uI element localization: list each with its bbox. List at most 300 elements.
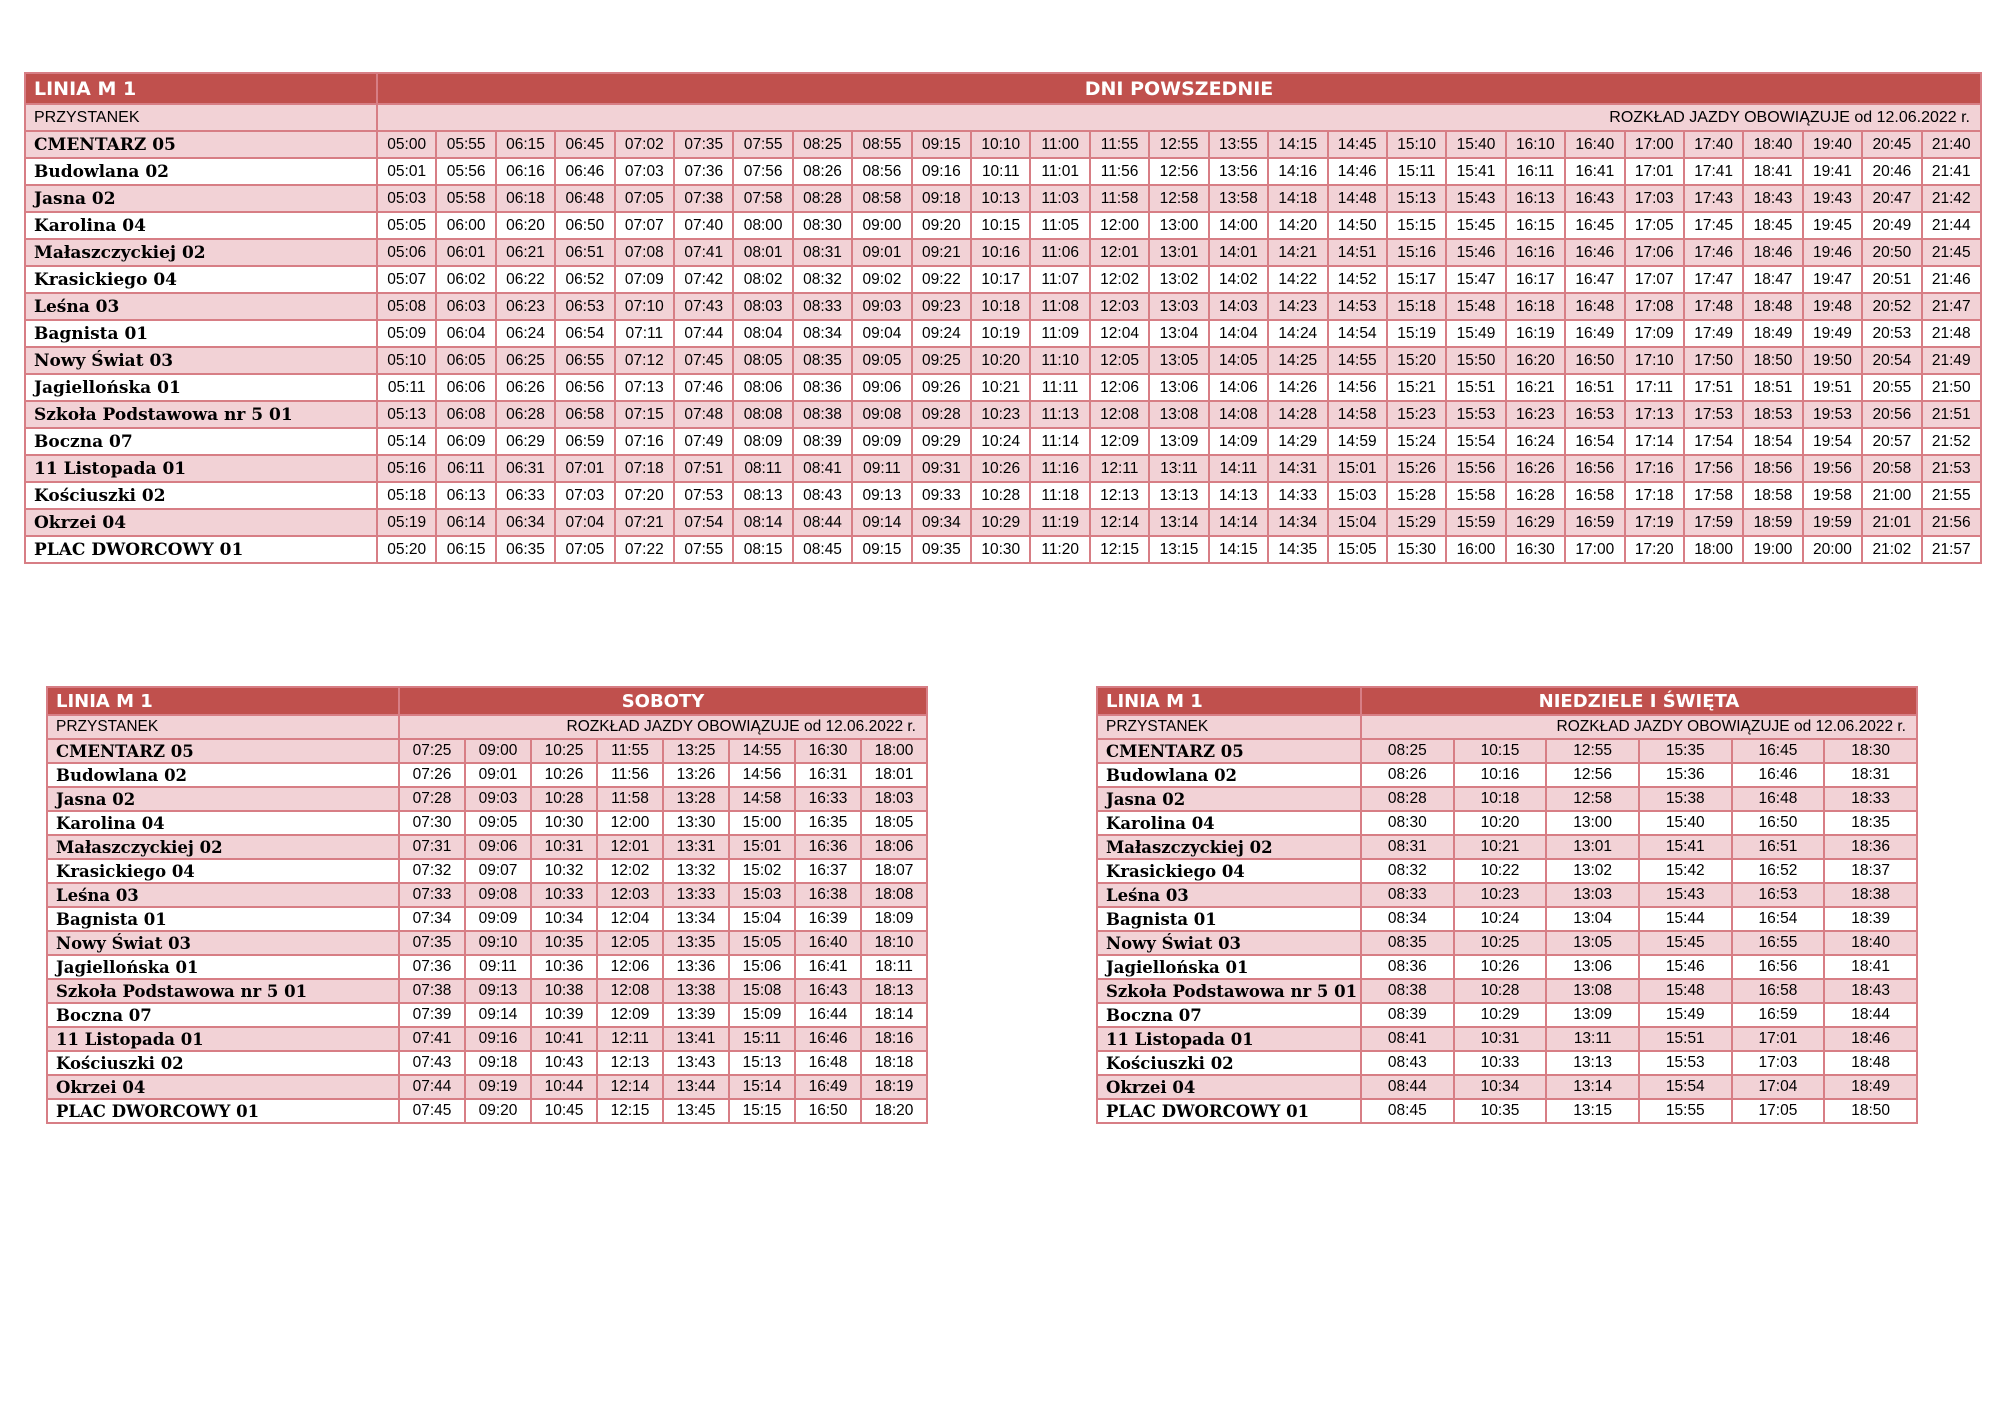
departure-time: 06:00 — [436, 212, 495, 239]
stop-name: Krasickiego 04 — [47, 859, 399, 883]
departure-time: 10:30 — [971, 536, 1030, 563]
departure-time: 09:05 — [852, 347, 911, 374]
departure-time: 10:26 — [971, 455, 1030, 482]
departure-time: 08:58 — [852, 185, 911, 212]
departure-time: 19:45 — [1803, 212, 1862, 239]
departure-time: 15:50 — [1446, 347, 1505, 374]
stop-name: Boczna 07 — [1097, 1003, 1361, 1027]
departure-time: 08:44 — [1361, 1075, 1454, 1099]
departure-time: 06:34 — [496, 509, 555, 536]
departure-time: 13:15 — [1149, 536, 1208, 563]
departure-time: 15:43 — [1446, 185, 1505, 212]
departure-time: 18:06 — [861, 835, 927, 859]
departure-time: 08:39 — [1361, 1003, 1454, 1027]
departure-time: 12:13 — [597, 1051, 663, 1075]
departure-time: 21:52 — [1922, 428, 1981, 455]
stop-name: Nowy Świat 03 — [1097, 931, 1361, 955]
departure-time: 14:51 — [1328, 239, 1387, 266]
departure-time: 15:49 — [1639, 1003, 1732, 1027]
timetable-row — [47, 859, 927, 883]
departure-time: 11:03 — [1030, 185, 1089, 212]
timetable-row — [47, 1099, 927, 1123]
departure-time: 16:36 — [795, 835, 861, 859]
departure-time: 07:45 — [674, 347, 733, 374]
departure-time: 10:25 — [1454, 931, 1547, 955]
timetable-row — [25, 239, 1981, 266]
departure-time: 10:33 — [1454, 1051, 1547, 1075]
day-type-title: DNI POWSZEDNIE — [377, 73, 1981, 104]
departure-time: 17:54 — [1684, 428, 1743, 455]
departure-time: 17:07 — [1625, 266, 1684, 293]
departure-time: 15:01 — [729, 835, 795, 859]
departure-time: 13:44 — [663, 1075, 729, 1099]
stop-name: Budowlana 02 — [1097, 763, 1361, 787]
departure-time: 15:00 — [729, 811, 795, 835]
departure-time: 06:18 — [496, 185, 555, 212]
departure-time: 15:46 — [1446, 239, 1505, 266]
departure-time: 06:58 — [555, 401, 614, 428]
departure-time: 09:06 — [465, 835, 531, 859]
departure-time: 15:48 — [1446, 293, 1505, 320]
departure-time: 13:08 — [1149, 401, 1208, 428]
departure-time: 08:08 — [733, 401, 792, 428]
departure-time: 12:55 — [1546, 739, 1639, 763]
departure-time: 13:56 — [1209, 158, 1268, 185]
timetable-row — [47, 763, 927, 787]
departure-time: 10:16 — [1454, 763, 1547, 787]
departure-time: 07:31 — [399, 835, 465, 859]
departure-time: 16:10 — [1506, 131, 1565, 158]
departure-time: 07:38 — [674, 185, 733, 212]
departure-time: 05:03 — [377, 185, 436, 212]
departure-time: 16:44 — [795, 1003, 861, 1027]
departure-time: 16:56 — [1565, 455, 1624, 482]
departure-time: 17:11 — [1625, 374, 1684, 401]
departure-time: 14:50 — [1328, 212, 1387, 239]
departure-time: 16:54 — [1732, 907, 1825, 931]
departure-time: 09:19 — [465, 1075, 531, 1099]
departure-time: 15:51 — [1639, 1027, 1732, 1051]
departure-time: 12:11 — [1090, 455, 1149, 482]
departure-time: 15:24 — [1387, 428, 1446, 455]
departure-time: 06:59 — [555, 428, 614, 455]
departure-time: 18:01 — [861, 763, 927, 787]
departure-time: 08:38 — [793, 401, 852, 428]
departure-time: 06:46 — [555, 158, 614, 185]
departure-time: 11:06 — [1030, 239, 1089, 266]
departure-time: 08:34 — [793, 320, 852, 347]
departure-time: 13:03 — [1546, 883, 1639, 907]
departure-time: 07:21 — [615, 509, 674, 536]
departure-time: 15:56 — [1446, 455, 1505, 482]
departure-time: 17:01 — [1625, 158, 1684, 185]
departure-time: 14:18 — [1268, 185, 1327, 212]
departure-time: 06:26 — [496, 374, 555, 401]
departure-time: 16:24 — [1506, 428, 1565, 455]
departure-time: 15:01 — [1328, 455, 1387, 482]
departure-time: 16:41 — [1565, 158, 1624, 185]
departure-time: 12:04 — [597, 907, 663, 931]
departure-time: 11:09 — [1030, 320, 1089, 347]
departure-time: 16:33 — [795, 787, 861, 811]
departure-time: 18:50 — [1824, 1099, 1917, 1123]
departure-time: 16:16 — [1506, 239, 1565, 266]
departure-time: 08:14 — [733, 509, 792, 536]
departure-time: 16:40 — [1565, 131, 1624, 158]
departure-time: 13:45 — [663, 1099, 729, 1123]
departure-time: 08:41 — [793, 455, 852, 482]
departure-time: 07:01 — [555, 455, 614, 482]
departure-time: 18:10 — [861, 931, 927, 955]
departure-time: 16:51 — [1732, 835, 1825, 859]
departure-time: 08:01 — [733, 239, 792, 266]
departure-time: 06:25 — [496, 347, 555, 374]
departure-time: 15:54 — [1639, 1075, 1732, 1099]
stop-name: Szkoła Podstawowa nr 5 01 — [1097, 979, 1361, 1003]
departure-time: 12:03 — [1090, 293, 1149, 320]
departure-time: 05:06 — [377, 239, 436, 266]
departure-time: 20:47 — [1862, 185, 1921, 212]
departure-time: 13:03 — [1149, 293, 1208, 320]
departure-time: 15:49 — [1446, 320, 1505, 347]
departure-time: 09:21 — [912, 239, 971, 266]
stop-name: Krasickiego 04 — [1097, 859, 1361, 883]
departure-time: 08:00 — [733, 212, 792, 239]
departure-time: 06:55 — [555, 347, 614, 374]
departure-time: 17:01 — [1732, 1027, 1825, 1051]
departure-time: 16:31 — [795, 763, 861, 787]
departure-time: 10:18 — [971, 293, 1030, 320]
stop-name: CMENTARZ 05 — [25, 131, 377, 158]
departure-time: 11:08 — [1030, 293, 1089, 320]
departure-time: 06:02 — [436, 266, 495, 293]
departure-time: 18:31 — [1824, 763, 1917, 787]
stop-name: Leśna 03 — [47, 883, 399, 907]
departure-time: 15:29 — [1387, 509, 1446, 536]
sunday-timetable — [1096, 686, 1918, 1124]
departure-time: 21:00 — [1862, 482, 1921, 509]
departure-time: 07:02 — [615, 131, 674, 158]
departure-time: 10:28 — [531, 787, 597, 811]
timetable-row — [47, 1051, 927, 1075]
departure-time: 05:13 — [377, 401, 436, 428]
departure-time: 09:16 — [912, 158, 971, 185]
departure-time: 08:26 — [1361, 763, 1454, 787]
departure-time: 09:03 — [852, 293, 911, 320]
departure-time: 16:43 — [795, 979, 861, 1003]
stop-name: Leśna 03 — [25, 293, 377, 320]
departure-time: 07:07 — [615, 212, 674, 239]
departure-time: 07:55 — [733, 131, 792, 158]
departure-time: 16:56 — [1732, 955, 1825, 979]
day-type-title: SOBOTY — [399, 687, 927, 715]
departure-time: 14:21 — [1268, 239, 1327, 266]
departure-time: 18:47 — [1743, 266, 1802, 293]
departure-time: 05:19 — [377, 509, 436, 536]
timetable-row — [25, 428, 1981, 455]
timetable-row — [47, 883, 927, 907]
departure-time: 07:55 — [674, 536, 733, 563]
departure-time: 10:19 — [971, 320, 1030, 347]
departure-time: 10:43 — [531, 1051, 597, 1075]
departure-time: 10:41 — [531, 1027, 597, 1051]
departure-time: 05:14 — [377, 428, 436, 455]
departure-time: 07:53 — [674, 482, 733, 509]
departure-time: 10:10 — [971, 131, 1030, 158]
stop-name: Jagiellońska 01 — [47, 955, 399, 979]
timetable-row — [47, 1075, 927, 1099]
departure-time: 08:04 — [733, 320, 792, 347]
departure-time: 08:28 — [793, 185, 852, 212]
departure-time: 13:26 — [663, 763, 729, 787]
departure-time: 11:20 — [1030, 536, 1089, 563]
departure-time: 16:53 — [1565, 401, 1624, 428]
timetable-row — [1097, 883, 1917, 907]
departure-time: 19:58 — [1803, 482, 1862, 509]
departure-time: 16:30 — [1506, 536, 1565, 563]
weekday-body — [25, 73, 1981, 563]
departure-time: 15:15 — [729, 1099, 795, 1123]
departure-time: 19:53 — [1803, 401, 1862, 428]
departure-time: 17:19 — [1625, 509, 1684, 536]
departure-time: 19:59 — [1803, 509, 1862, 536]
departure-time: 15:02 — [729, 859, 795, 883]
departure-time: 12:00 — [1090, 212, 1149, 239]
departure-time: 10:29 — [971, 509, 1030, 536]
departure-time: 10:21 — [971, 374, 1030, 401]
departure-time: 14:56 — [729, 763, 795, 787]
departure-time: 21:42 — [1922, 185, 1981, 212]
departure-time: 09:28 — [912, 401, 971, 428]
departure-time: 17:43 — [1684, 185, 1743, 212]
departure-time: 11:01 — [1030, 158, 1089, 185]
departure-time: 18:54 — [1743, 428, 1802, 455]
departure-time: 07:51 — [674, 455, 733, 482]
departure-time: 08:31 — [1361, 835, 1454, 859]
departure-time: 07:15 — [615, 401, 674, 428]
stop-name: Kościuszki 02 — [47, 1051, 399, 1075]
departure-time: 13:35 — [663, 931, 729, 955]
departure-time: 09:31 — [912, 455, 971, 482]
departure-time: 16:23 — [1506, 401, 1565, 428]
departure-time: 16:50 — [795, 1099, 861, 1123]
departure-time: 09:09 — [852, 428, 911, 455]
stop-name: CMENTARZ 05 — [1097, 739, 1361, 763]
departure-time: 08:06 — [733, 374, 792, 401]
departure-time: 16:21 — [1506, 374, 1565, 401]
saturday-header-row — [47, 687, 927, 715]
departure-time: 05:56 — [436, 158, 495, 185]
departure-time: 14:24 — [1268, 320, 1327, 347]
departure-time: 08:33 — [793, 293, 852, 320]
timetable-row — [1097, 931, 1917, 955]
departure-time: 13:05 — [1149, 347, 1208, 374]
departure-time: 18:33 — [1824, 787, 1917, 811]
departure-time: 07:16 — [615, 428, 674, 455]
departure-time: 17:09 — [1625, 320, 1684, 347]
departure-time: 12:01 — [1090, 239, 1149, 266]
departure-time: 07:18 — [615, 455, 674, 482]
departure-time: 05:11 — [377, 374, 436, 401]
departure-time: 18:43 — [1824, 979, 1917, 1003]
departure-time: 10:34 — [531, 907, 597, 931]
departure-time: 09:14 — [465, 1003, 531, 1027]
departure-time: 12:05 — [597, 931, 663, 955]
departure-time: 21:46 — [1922, 266, 1981, 293]
departure-time: 07:11 — [615, 320, 674, 347]
timetable-row — [1097, 907, 1917, 931]
departure-time: 06:11 — [436, 455, 495, 482]
stop-column-header: PRZYSTANEK — [1097, 715, 1361, 739]
departure-time: 13:02 — [1149, 266, 1208, 293]
timetable-row — [25, 347, 1981, 374]
timetable-row — [1097, 979, 1917, 1003]
departure-time: 12:04 — [1090, 320, 1149, 347]
stop-name: Karolina 04 — [47, 811, 399, 835]
departure-time: 14:35 — [1268, 536, 1327, 563]
stop-name: Bagnista 01 — [25, 320, 377, 347]
departure-time: 06:13 — [436, 482, 495, 509]
departure-time: 05:09 — [377, 320, 436, 347]
departure-time: 07:43 — [399, 1051, 465, 1075]
departure-time: 21:51 — [1922, 401, 1981, 428]
departure-time: 16:43 — [1565, 185, 1624, 212]
departure-time: 15:16 — [1387, 239, 1446, 266]
departure-time: 15:51 — [1446, 374, 1505, 401]
departure-time: 18:37 — [1824, 859, 1917, 883]
departure-time: 12:15 — [597, 1099, 663, 1123]
timetable-row — [25, 185, 1981, 212]
departure-time: 10:16 — [971, 239, 1030, 266]
departure-time: 17:53 — [1684, 401, 1743, 428]
departure-time: 14:55 — [1328, 347, 1387, 374]
departure-time: 10:20 — [1454, 811, 1547, 835]
departure-time: 11:05 — [1030, 212, 1089, 239]
departure-time: 07:34 — [399, 907, 465, 931]
departure-time: 17:49 — [1684, 320, 1743, 347]
departure-time: 06:51 — [555, 239, 614, 266]
departure-time: 21:57 — [1922, 536, 1981, 563]
departure-time: 16:18 — [1506, 293, 1565, 320]
stop-name: Nowy Świat 03 — [47, 931, 399, 955]
departure-time: 08:26 — [793, 158, 852, 185]
departure-time: 15:11 — [1387, 158, 1446, 185]
departure-time: 11:00 — [1030, 131, 1089, 158]
departure-time: 19:47 — [1803, 266, 1862, 293]
departure-time: 08:32 — [793, 266, 852, 293]
departure-time: 09:23 — [912, 293, 971, 320]
departure-time: 13:00 — [1149, 212, 1208, 239]
departure-time: 09:07 — [465, 859, 531, 883]
timetable-row — [47, 835, 927, 859]
departure-time: 12:13 — [1090, 482, 1149, 509]
departure-time: 13:11 — [1149, 455, 1208, 482]
departure-time: 17:46 — [1684, 239, 1743, 266]
departure-time: 20:58 — [1862, 455, 1921, 482]
departure-time: 14:20 — [1268, 212, 1327, 239]
departure-time: 17:03 — [1732, 1051, 1825, 1075]
timetable-row — [25, 266, 1981, 293]
departure-time: 12:02 — [597, 859, 663, 883]
departure-time: 09:26 — [912, 374, 971, 401]
departure-time: 17:45 — [1684, 212, 1743, 239]
departure-time: 18:18 — [861, 1051, 927, 1075]
departure-time: 14:46 — [1328, 158, 1387, 185]
timetable-row — [25, 158, 1981, 185]
departure-time: 15:03 — [729, 883, 795, 907]
departure-time: 10:31 — [1454, 1027, 1547, 1051]
departure-time: 15:19 — [1387, 320, 1446, 347]
departure-time: 18:58 — [1743, 482, 1802, 509]
departure-time: 16:13 — [1506, 185, 1565, 212]
departure-time: 07:36 — [399, 955, 465, 979]
departure-time: 15:55 — [1639, 1099, 1732, 1123]
departure-time: 18:19 — [861, 1075, 927, 1099]
departure-time: 06:09 — [436, 428, 495, 455]
departure-time: 07:05 — [555, 536, 614, 563]
line-label: LINIA M 1 — [25, 73, 377, 104]
departure-time: 13:32 — [663, 859, 729, 883]
departure-time: 10:22 — [1454, 859, 1547, 883]
departure-time: 10:30 — [531, 811, 597, 835]
departure-time: 10:31 — [531, 835, 597, 859]
departure-time: 05:05 — [377, 212, 436, 239]
timetable-row — [1097, 787, 1917, 811]
departure-time: 07:33 — [399, 883, 465, 907]
departure-time: 13:11 — [1546, 1027, 1639, 1051]
departure-time: 18:49 — [1824, 1075, 1917, 1099]
timetable-row — [47, 1003, 927, 1027]
departure-time: 08:31 — [793, 239, 852, 266]
saturday-subheader-row — [47, 715, 927, 739]
departure-time: 10:28 — [971, 482, 1030, 509]
departure-time: 18:39 — [1824, 907, 1917, 931]
departure-time: 09:11 — [465, 955, 531, 979]
departure-time: 17:10 — [1625, 347, 1684, 374]
departure-time: 12:56 — [1149, 158, 1208, 185]
timetable-row — [25, 131, 1981, 158]
departure-time: 10:26 — [1454, 955, 1547, 979]
departure-time: 17:20 — [1625, 536, 1684, 563]
departure-time: 07:41 — [399, 1027, 465, 1051]
departure-time: 14:13 — [1209, 482, 1268, 509]
departure-time: 15:45 — [1639, 931, 1732, 955]
departure-time: 19:41 — [1803, 158, 1862, 185]
stop-name: CMENTARZ 05 — [47, 739, 399, 763]
departure-time: 18:44 — [1824, 1003, 1917, 1027]
departure-time: 12:08 — [1090, 401, 1149, 428]
departure-time: 07:03 — [555, 482, 614, 509]
departure-time: 10:20 — [971, 347, 1030, 374]
departure-time: 07:13 — [615, 374, 674, 401]
departure-time: 13:08 — [1546, 979, 1639, 1003]
departure-time: 09:33 — [912, 482, 971, 509]
departure-time: 13:14 — [1149, 509, 1208, 536]
departure-time: 05:16 — [377, 455, 436, 482]
departure-time: 16:45 — [1732, 739, 1825, 763]
departure-time: 10:34 — [1454, 1075, 1547, 1099]
departure-time: 08:03 — [733, 293, 792, 320]
timetable-row — [25, 374, 1981, 401]
departure-time: 07:32 — [399, 859, 465, 883]
departure-time: 17:48 — [1684, 293, 1743, 320]
departure-time: 15:06 — [729, 955, 795, 979]
departure-time: 21:45 — [1922, 239, 1981, 266]
departure-time: 18:51 — [1743, 374, 1802, 401]
departure-time: 08:35 — [793, 347, 852, 374]
departure-time: 09:00 — [852, 212, 911, 239]
departure-time: 21:02 — [1862, 536, 1921, 563]
